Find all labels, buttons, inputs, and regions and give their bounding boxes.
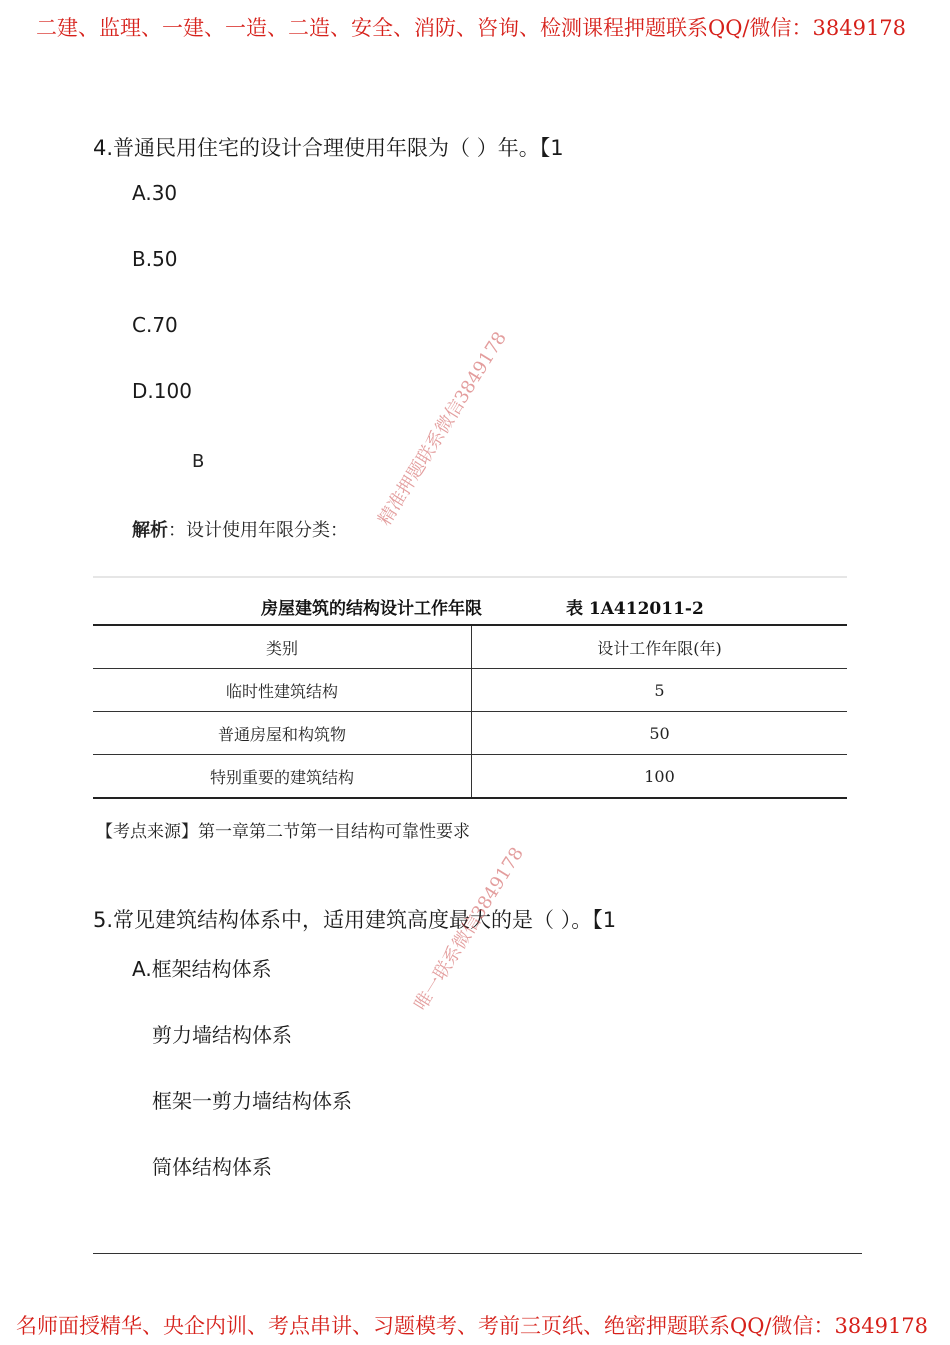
question-5-option-d: 筒体结构体系 — [152, 1155, 272, 1179]
section-divider — [93, 576, 847, 578]
table-cell-category: 特别重要的建筑结构 — [93, 755, 472, 799]
table-cell-years: 50 — [472, 712, 848, 755]
watermark-text: 唯一联系微信3849178 — [410, 843, 528, 1015]
exam-point-source: 【考点来源】第一章第二节第一目结构可靠性要求 — [96, 822, 470, 842]
question-5-option-c: 框架一剪力墙结构体系 — [152, 1089, 352, 1113]
table-row — [93, 669, 847, 712]
table-caption-title: 房屋建筑的结构设计工作年限 — [261, 599, 482, 619]
design-life-table — [93, 624, 847, 799]
question-4-answer: B — [192, 451, 205, 472]
header-banner: 二建、监理、一建、一造、二造、安全、消防、咨询、检测课程押题联系QQ/微信：3849178 — [36, 16, 907, 40]
analysis-text: ：设计使用年限分类： — [168, 520, 348, 541]
table-cell-years: 5 — [472, 669, 848, 712]
question-5-title: 5.常见建筑结构体系中，适用建筑高度最大的是（ ）。【1 — [93, 908, 617, 932]
table-cell-years: 100 — [472, 755, 848, 799]
question-4-option-c: C.70 — [132, 313, 178, 337]
table-header-years: 设计工作年限(年) — [472, 625, 848, 669]
question-5-option-a: A.框架结构体系 — [132, 957, 272, 981]
footer-banner: 名师面授精华、央企内训、考点串讲、习题模考、考前三页纸、绝密押题联系QQ/微信：3849178 — [16, 1314, 929, 1338]
question-4-option-d: D.100 — [132, 379, 192, 403]
question-4-option-a: A.30 — [132, 181, 178, 205]
footer-divider — [93, 1253, 862, 1254]
table-cell-category: 普通房屋和构筑物 — [93, 712, 472, 755]
table-header-row — [93, 625, 847, 669]
question-4-analysis — [132, 516, 348, 542]
table-row — [93, 755, 847, 799]
question-4-title: 4.普通民用住宅的设计合理使用年限为（ ）年。【1 — [93, 136, 564, 160]
table-row — [93, 712, 847, 755]
question-4-option-b: B.50 — [132, 247, 178, 271]
analysis-label: 解析 — [132, 520, 168, 541]
table-cell-category: 临时性建筑结构 — [93, 669, 472, 712]
table-header-category: 类别 — [93, 625, 472, 669]
question-5-option-b: 剪力墙结构体系 — [152, 1023, 292, 1047]
watermark-text: 精准押题联系微信3849178 — [374, 328, 511, 530]
table-caption-number: 表 1A412011-2 — [566, 599, 704, 619]
